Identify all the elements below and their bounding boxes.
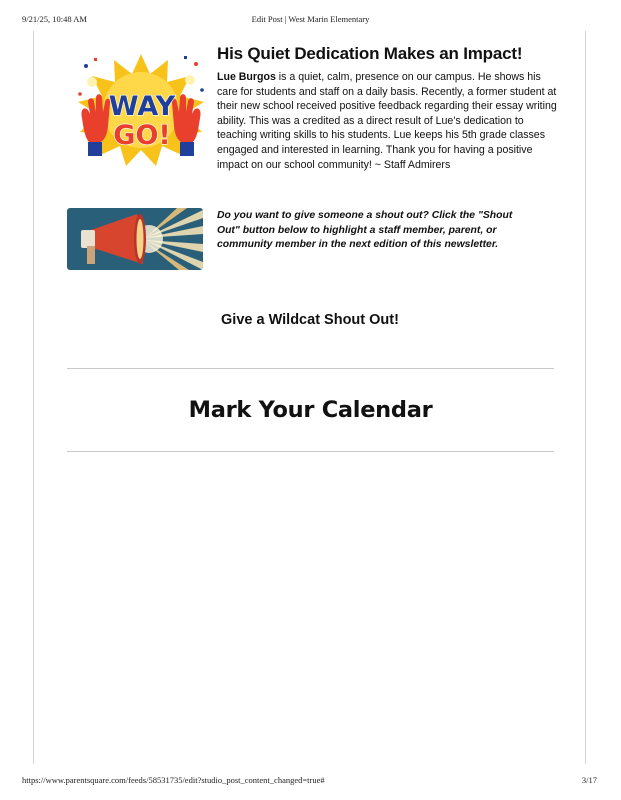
divider-bottom (67, 451, 554, 452)
shout-out-prompt: Do you want to give someone a shout out? Click the "Shout Out" button below to highlight a staff member, parent, or community member in the next edition of this newsletter. (217, 210, 513, 251)
print-url: https://www.parentsquare.com/feeds/58531735/edit?studio_post_content_changed=true# (22, 775, 325, 785)
print-page-number: 3/17 (581, 775, 597, 785)
divider-top (67, 368, 554, 369)
way-go-text: WAY (108, 91, 176, 122)
way-go-image (72, 52, 210, 167)
shout-out-button[interactable]: Give a Wildcat Shout Out! (190, 307, 430, 333)
article-title: His Quiet Dedication Makes an Impact! (217, 44, 523, 63)
print-date: 9/21/25, 10:48 AM (22, 14, 87, 24)
article-body (217, 70, 557, 172)
print-header (0, 14, 621, 26)
article-body-text: is a quiet, calm, presence on our campus. He shows his care for students and staff on a daily basis. Recently, a former student at their new school received positive feedback regarding their essay writing ability. This was a credited as a direct result of Lue's dedication to teaching writing skills to his students. Lue keeps his 5th grade classes engaged and interested in learning. Thank you for having a positive impact on our school community! ~ Staff Admirers (217, 71, 557, 171)
calendar-heading: Mark Your Calendar (188, 397, 433, 423)
print-title: Edit Post | West Marin Elementary (251, 14, 370, 24)
megaphone-image (67, 208, 203, 270)
article-person-name: Lue Burgos (217, 71, 276, 83)
way-go-text-2: GO! (113, 120, 171, 151)
